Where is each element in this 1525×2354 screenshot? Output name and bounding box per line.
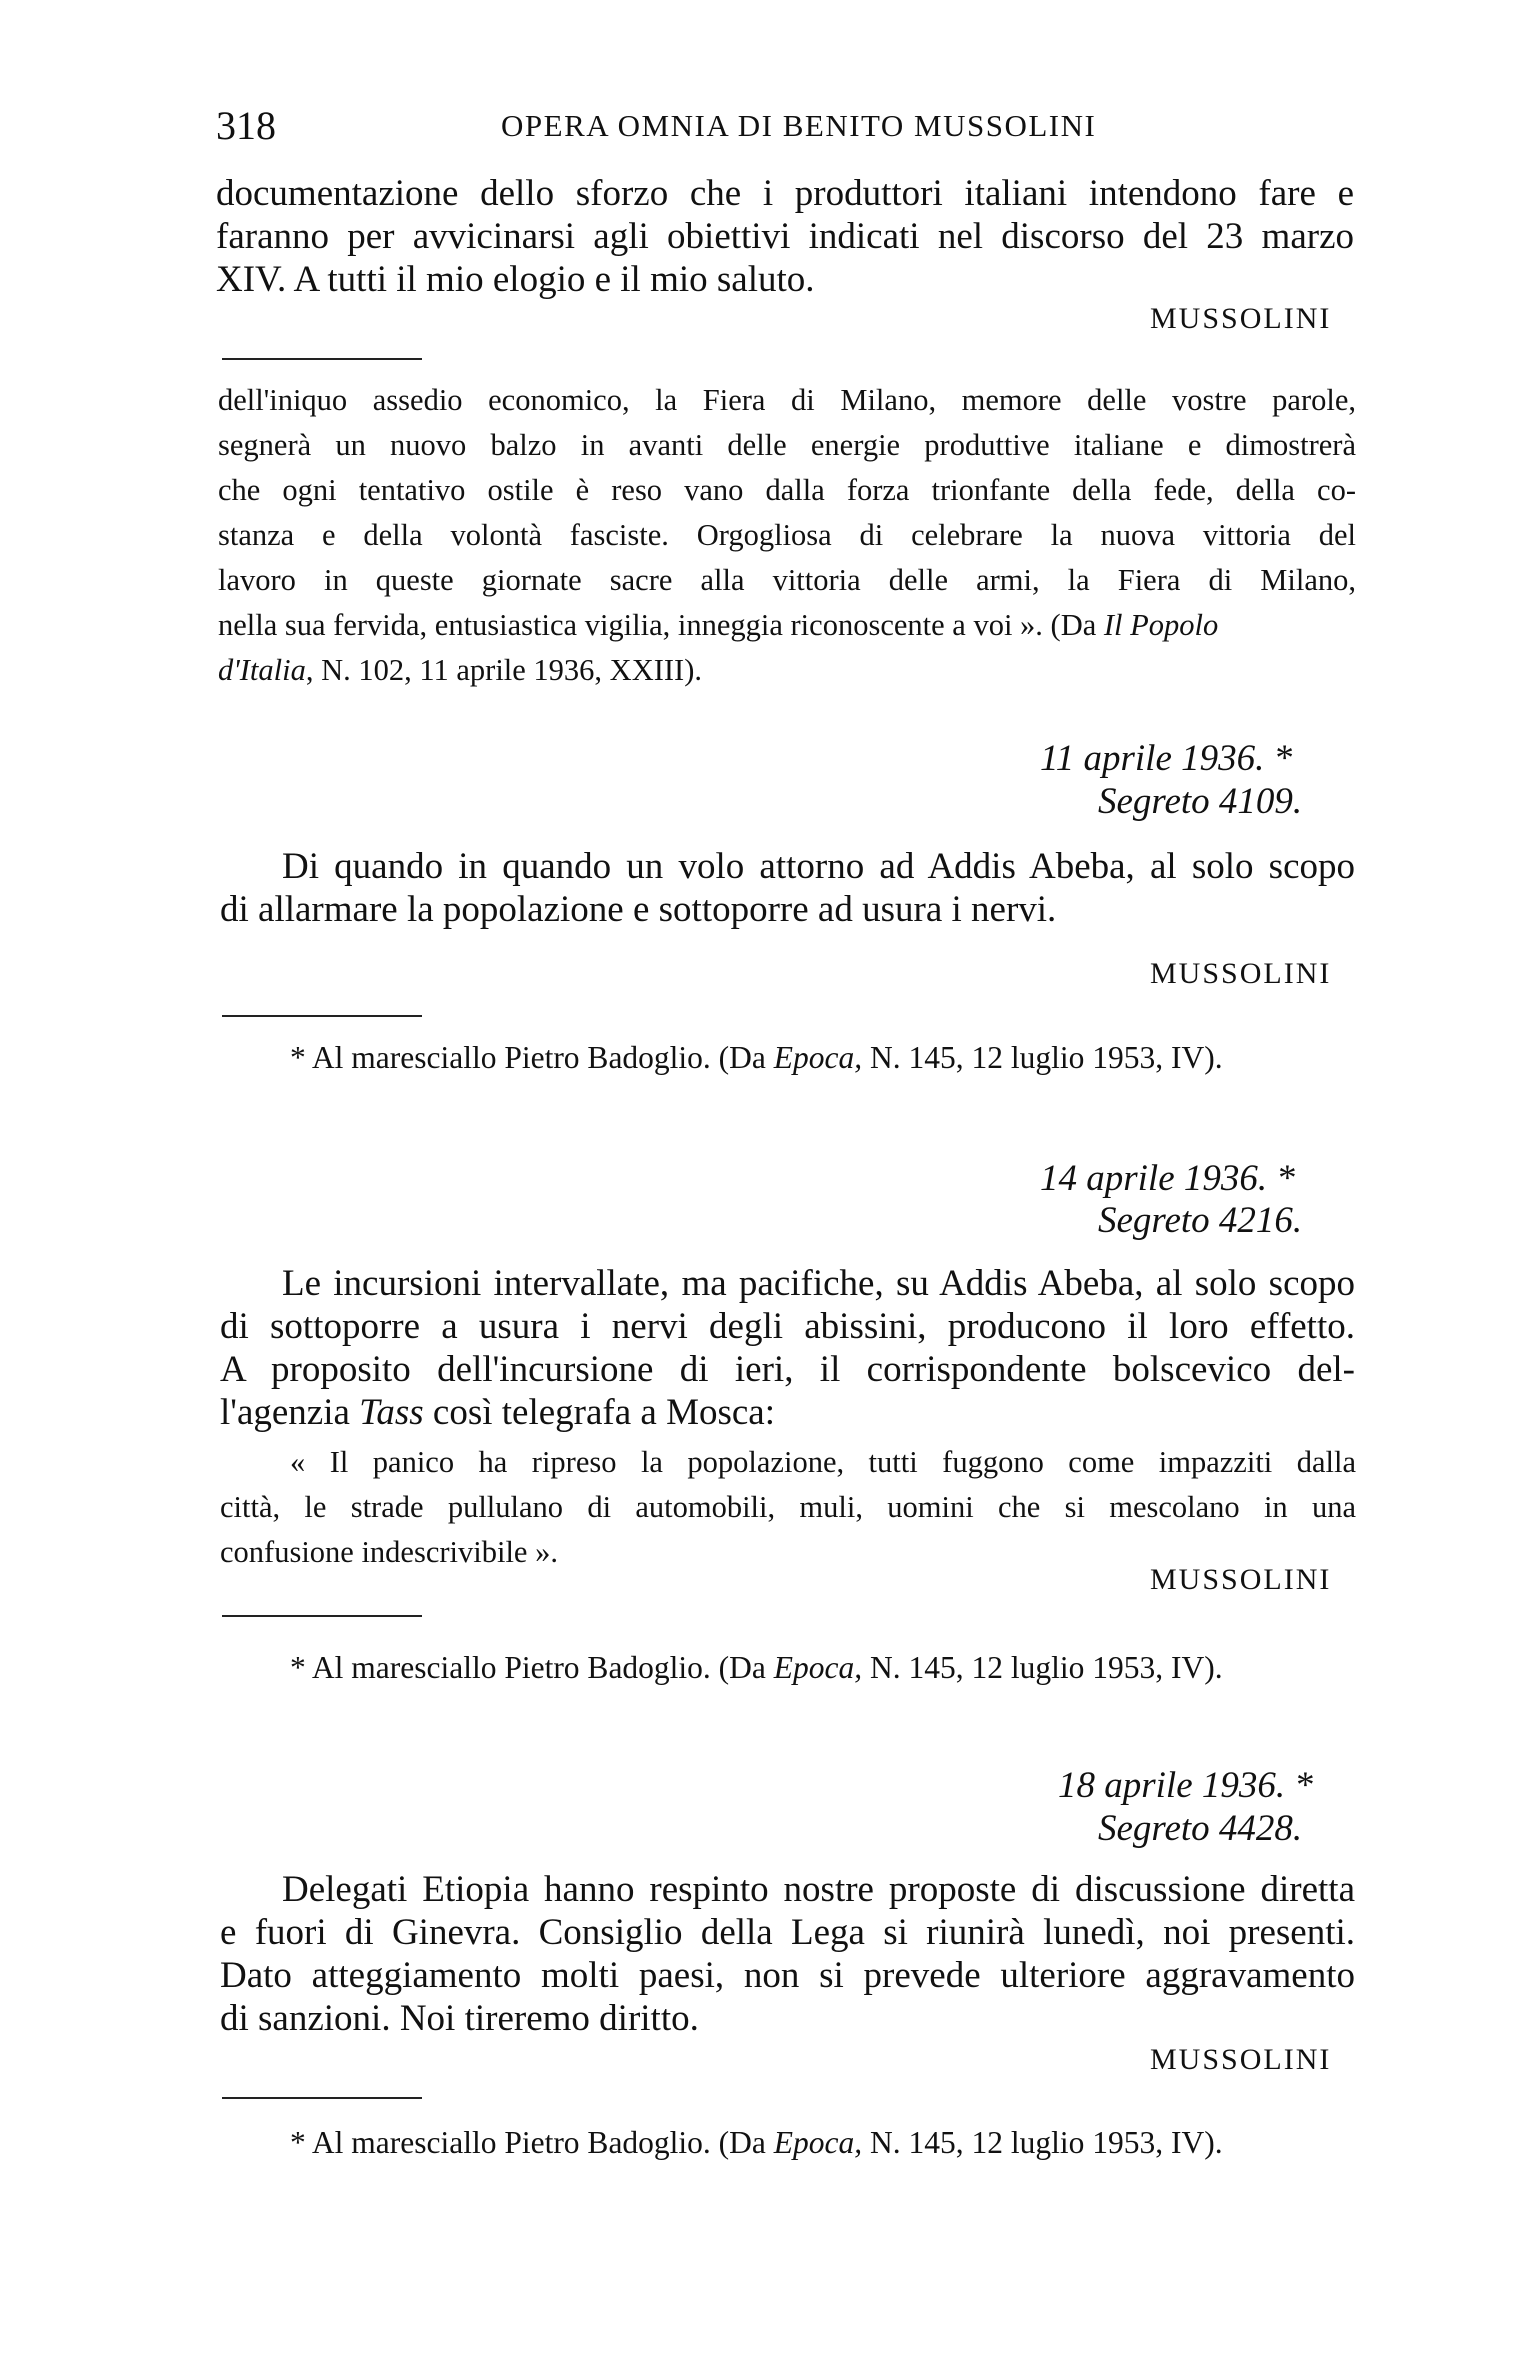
footnote-continuation xyxy=(218,378,1356,693)
text-line: Delegati Etiopia hanno respinto nostre proposte di discussione diretta xyxy=(282,1869,1355,1910)
text-line: di sanzioni. Noi tireremo diritto. xyxy=(220,1998,699,2039)
text-line: faranno per avvicinarsi agli obiettivi indicati nel discorso del 23 marzo xyxy=(216,216,1354,257)
source-title: Epoca, xyxy=(773,1040,863,1075)
footnote-line: d'Italia, N. 102, 11 aprile 1936, XXIII). xyxy=(218,653,702,687)
signature: MUSSOLINI xyxy=(1150,302,1332,335)
source-title: Epoca, xyxy=(773,1650,863,1685)
quote-line: « Il panico ha ripreso la popolazione, tutti fuggono come impazziti dalla xyxy=(290,1445,1356,1479)
footnote-rule xyxy=(222,1615,422,1617)
footnote-rule xyxy=(222,358,422,360)
source-title: Il Popolo xyxy=(1103,608,1219,642)
text-line: l'agenzia Tass così telegrafa a Mosca: xyxy=(220,1392,775,1433)
source-title: Epoca, xyxy=(773,2125,863,2160)
text-line: Dato atteggiamento molti paesi, non si prevede ulteriore aggravamento xyxy=(220,1955,1355,1996)
source-title: d'Italia xyxy=(218,653,306,687)
footnote-rule xyxy=(222,2097,422,2099)
footnote: * Al maresciallo Pietro Badoglio. (Da Epoca, N. 145, 12 luglio 1953, IV). xyxy=(290,1650,1223,1685)
signature: MUSSOLINI xyxy=(1150,1563,1332,1596)
footnote-line: che ogni tentativo ostile è reso vano dalla forza trionfante della fede, della co- xyxy=(218,473,1356,507)
footnote-line: stanza e della volontà fasciste. Orgogliosa di celebrare la nuova vittoria del xyxy=(218,518,1356,552)
footnote: * Al maresciallo Pietro Badoglio. (Da Epoca, N. 145, 12 luglio 1953, IV). xyxy=(290,1040,1223,1075)
running-title: OPERA OMNIA DI BENITO MUSSOLINI xyxy=(501,108,1097,143)
text-line: di sottoporre a usura i nervi degli abissini, producono il loro effetto. xyxy=(220,1306,1355,1347)
text-line: A proposito dell'incursione di ieri, il corrispondente bolscevico del- xyxy=(220,1349,1355,1390)
text-line: XIV. A tutti il mio elogio e il mio saluto. xyxy=(216,259,815,300)
text-line: di allarmare la popolazione e sottoporre ad usura i nervi. xyxy=(220,889,1057,930)
intro-paragraph xyxy=(216,172,1354,301)
agency-name: Tass xyxy=(359,1392,424,1433)
message-date: 11 aprile 1936. * xyxy=(1040,738,1293,779)
message-date: 14 aprile 1936. * xyxy=(1040,1158,1295,1199)
footnote-line: dell'iniquo assedio economico, la Fiera di Milano, memore delle vostre parole, xyxy=(218,383,1356,417)
text-line: e fuori di Ginevra. Consiglio della Lega si riunirà lunedì, noi presenti. xyxy=(220,1912,1355,1953)
footnote-line: segnerà un nuovo balzo in avanti delle energie produttive italiane e dimostrerà xyxy=(218,428,1356,462)
footnote: * Al maresciallo Pietro Badoglio. (Da Epoca, N. 145, 12 luglio 1953, IV). xyxy=(290,2125,1223,2160)
text-line: Le incursioni intervallate, ma pacifiche, su Addis Abeba, al solo scopo xyxy=(282,1263,1355,1304)
message-reference: Segreto 4216. xyxy=(1098,1200,1303,1241)
message-reference: Segreto 4109. xyxy=(1098,781,1303,822)
message-body xyxy=(220,1868,1355,2040)
footnote-line: nella sua fervida, entusiastica vigilia, inneggia riconoscente a voi ». (Da Il Popolo xyxy=(218,608,1219,642)
telegram-quote xyxy=(220,1440,1356,1575)
quote-line: confusione indescrivibile ». xyxy=(220,1535,558,1569)
text-line: Di quando in quando un volo attorno ad Addis Abeba, al solo scopo xyxy=(282,846,1355,887)
signature: MUSSOLINI xyxy=(1150,957,1332,990)
footnote-rule xyxy=(222,1015,422,1017)
text-line: documentazione dello sforzo che i produttori italiani intendono fare e xyxy=(216,173,1354,214)
message-body xyxy=(220,845,1355,931)
signature: MUSSOLINI xyxy=(1150,2043,1332,2076)
page-header xyxy=(216,102,1356,162)
quote-line: città, le strade pullulano di automobili, muli, uomini che si mescolano in una xyxy=(220,1490,1356,1524)
message-date: 18 aprile 1936. * xyxy=(1058,1765,1313,1806)
message-reference: Segreto 4428. xyxy=(1098,1808,1303,1849)
page-number: 318 xyxy=(216,103,276,148)
message-body xyxy=(220,1262,1355,1434)
footnote-line: lavoro in queste giornate sacre alla vittoria delle armi, la Fiera di Milano, xyxy=(218,563,1356,597)
